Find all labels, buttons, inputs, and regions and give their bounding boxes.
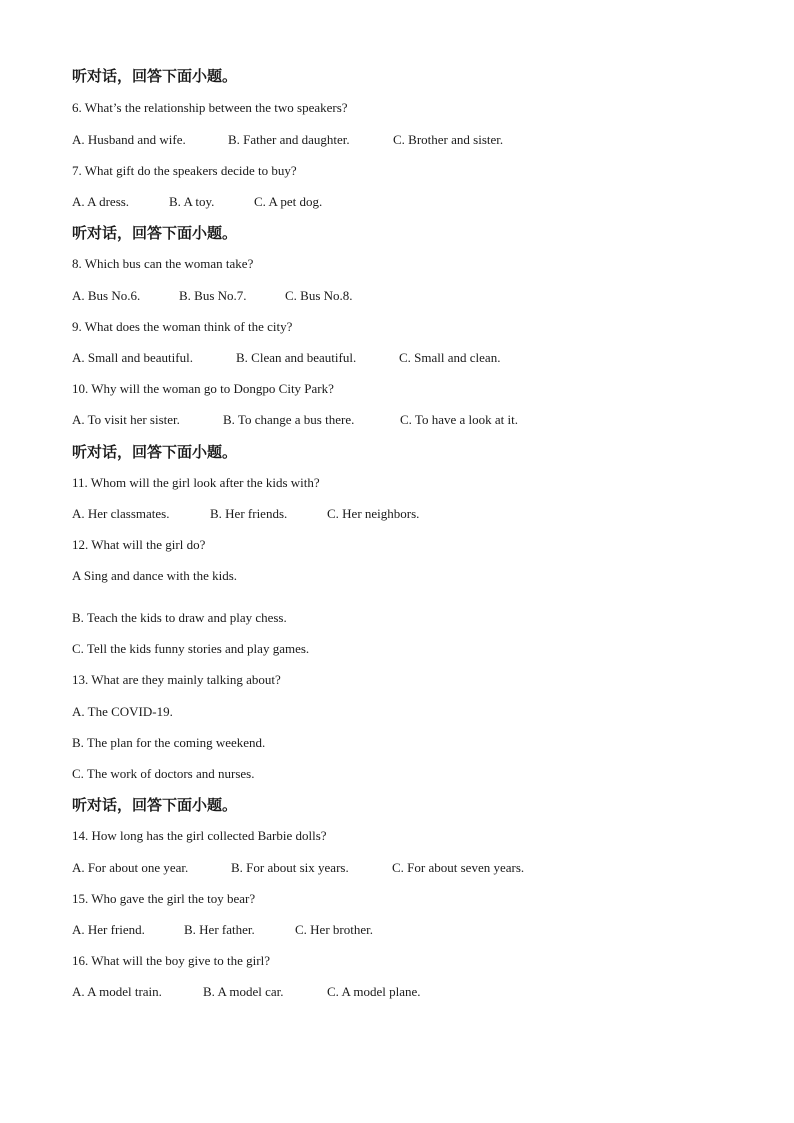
option-c: C. Brother and sister. bbox=[393, 132, 504, 147]
option-a: A. For about one year. bbox=[72, 860, 189, 875]
option-b: B. Bus No.7. bbox=[179, 288, 247, 303]
option-a: A. Bus No.6. bbox=[72, 288, 141, 303]
question-13: 13. What are they mainly talking about? bbox=[72, 672, 281, 687]
option-12-c: C. Tell the kids funny stories and play games. bbox=[72, 641, 310, 656]
option-a: A. A dress. bbox=[72, 194, 130, 209]
option-b: B. Father and daughter. bbox=[228, 132, 350, 147]
option-c: C. Small and clean. bbox=[399, 350, 501, 365]
option-b: B. To change a bus there. bbox=[223, 412, 355, 427]
option-c: C. Her neighbors. bbox=[327, 506, 420, 521]
option-a: A. Her friend. bbox=[72, 922, 145, 937]
option-b: B. Her father. bbox=[184, 922, 255, 937]
section-title: 听对话，回答下面小题。 bbox=[72, 443, 238, 461]
question-16: 16. What will the boy give to the girl? bbox=[72, 953, 270, 968]
section-title: 听对话，回答下面小题。 bbox=[72, 224, 238, 242]
option-b: B. Her friends. bbox=[210, 506, 288, 521]
option-c: C. A model plane. bbox=[327, 984, 421, 999]
question-9: 9. What does the woman think of the city? bbox=[72, 319, 293, 334]
option-12-a: A Sing and dance with the kids. bbox=[72, 568, 238, 583]
option-c: C. To have a look at it. bbox=[400, 412, 518, 427]
option-b: B. A toy. bbox=[169, 194, 215, 209]
option-b: B. Clean and beautiful. bbox=[236, 350, 357, 365]
question-10: 10. Why will the woman go to Dongpo City Park? bbox=[72, 381, 334, 396]
question-7: 7. What gift do the speakers decide to buy? bbox=[72, 163, 297, 178]
option-13-a: A. The COVID-19. bbox=[72, 704, 173, 719]
question-14: 14. How long has the girl collected Barbie dolls? bbox=[72, 828, 327, 843]
option-c: C. For about seven years. bbox=[392, 860, 525, 875]
option-c: C. Her brother. bbox=[295, 922, 373, 937]
option-c: C. Bus No.8. bbox=[285, 288, 353, 303]
option-a: A. A model train. bbox=[72, 984, 162, 999]
section-title: 听对话，回答下面小题。 bbox=[72, 796, 238, 814]
question-11: 11. Whom will the girl look after the kids with? bbox=[72, 475, 320, 490]
option-a: A. Small and beautiful. bbox=[72, 350, 193, 365]
question-15: 15. Who gave the girl the toy bear? bbox=[72, 891, 256, 906]
option-a: A. Husband and wife. bbox=[72, 132, 186, 147]
question-6: 6. What’s the relationship between the two speakers? bbox=[72, 100, 348, 115]
question-12: 12. What will the girl do? bbox=[72, 537, 206, 552]
option-12-b: B. Teach the kids to draw and play chess. bbox=[72, 610, 287, 625]
question-8: 8. Which bus can the woman take? bbox=[72, 256, 254, 271]
option-b: B. For about six years. bbox=[231, 860, 349, 875]
option-a: A. Her classmates. bbox=[72, 506, 170, 521]
section-title: 听对话，回答下面小题。 bbox=[72, 67, 238, 85]
option-c: C. A pet dog. bbox=[254, 194, 323, 209]
option-a: A. To visit her sister. bbox=[72, 412, 180, 427]
option-b: B. A model car. bbox=[203, 984, 284, 999]
option-13-b: B. The plan for the coming weekend. bbox=[72, 735, 266, 750]
option-13-c: C. The work of doctors and nurses. bbox=[72, 766, 255, 781]
